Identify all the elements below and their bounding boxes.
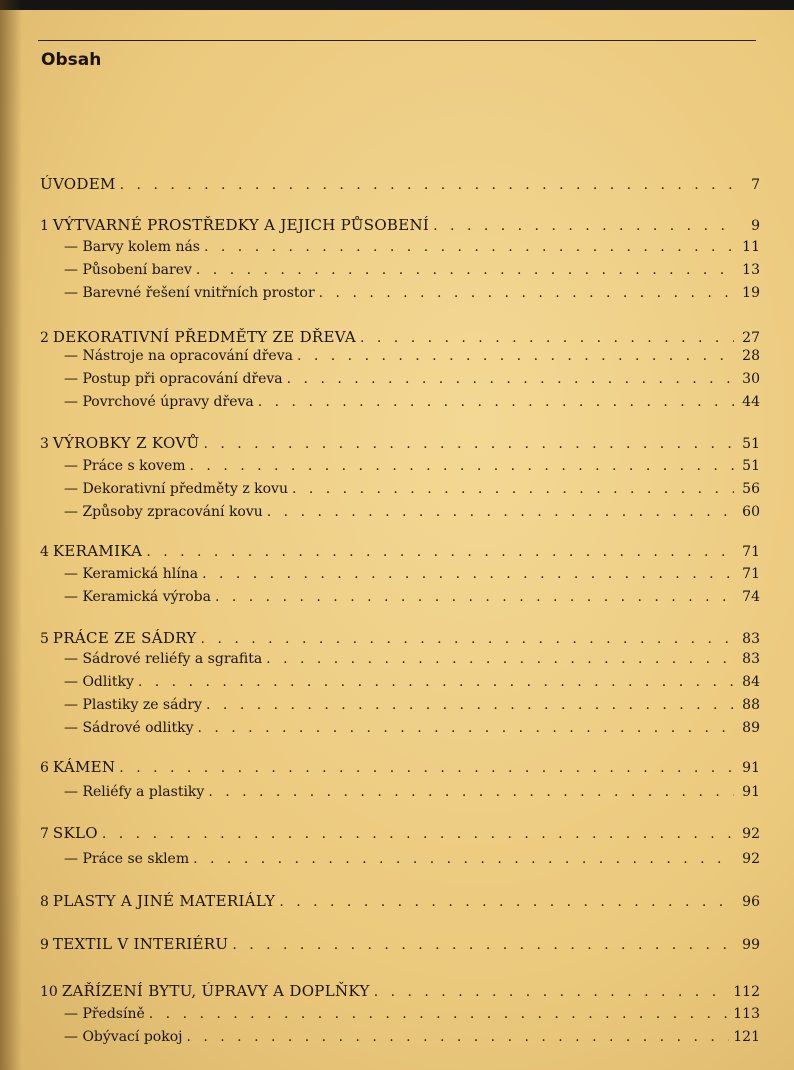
- toc-chapter-label: VÝROBKY Z KOVŮ: [52, 434, 200, 452]
- toc-subentry-page: 11: [742, 239, 760, 255]
- toc-subentry-label: — Plastiky ze sádry: [64, 697, 203, 713]
- toc-leader-dots: [146, 541, 734, 563]
- toc-chapter-number: 3: [40, 436, 49, 452]
- toc-leader-dots: [203, 433, 734, 455]
- toc-subentry-page: 113: [733, 1006, 760, 1022]
- toc-leader-dots: [202, 563, 734, 585]
- toc-leader-dots: [196, 259, 734, 281]
- toc-leader-dots: [279, 891, 734, 913]
- toc-entry-label: ÚVODEM: [40, 175, 116, 193]
- toc-subentry-page: 74: [742, 589, 760, 605]
- toc-subentry[interactable]: [64, 781, 760, 803]
- toc-subentry-label: — Reliéfy a plastiky: [64, 784, 205, 800]
- toc-subentry[interactable]: [64, 1003, 760, 1025]
- toc-chapter-label: SKLO: [52, 824, 98, 842]
- toc-chapter-8[interactable]: [40, 890, 760, 912]
- toc-subentry-page: 83: [742, 651, 760, 667]
- toc-subentry-page: 19: [742, 285, 760, 301]
- toc-leader-dots: [292, 478, 734, 500]
- toc-subentry-page: 51: [742, 458, 760, 474]
- toc-subentry-page: 60: [742, 504, 760, 520]
- toc-subentry[interactable]: [64, 848, 760, 870]
- toc-leader-dots: [186, 1026, 729, 1048]
- toc-subentry-label: — Předsíně: [64, 1006, 145, 1022]
- toc-leader-dots: [138, 671, 734, 693]
- toc-subentry[interactable]: [64, 717, 760, 739]
- toc-leader-dots: [120, 174, 734, 196]
- toc-subentry-label: — Práce se sklem: [64, 851, 190, 867]
- toc-chapter-number: 4: [40, 544, 49, 560]
- toc-subentry-page: 91: [742, 784, 760, 800]
- toc-leader-dots: [201, 628, 734, 650]
- toc-leader-dots: [374, 981, 730, 1003]
- toc-subentry-page: 13: [742, 262, 760, 278]
- toc-subentry-label: — Obývací pokoj: [64, 1029, 183, 1045]
- toc-subentry-page: 121: [733, 1029, 760, 1045]
- toc-subentry-page: 84: [742, 674, 760, 690]
- toc-subentry-label: — Postup při opracování dřeva: [64, 371, 283, 387]
- toc-subentry-page: 71: [742, 566, 760, 582]
- toc-subentry[interactable]: [64, 1026, 760, 1048]
- toc-subentry-label: — Nástroje na opracování dřeva: [64, 348, 293, 364]
- toc-chapter-label: ZAŘÍZENÍ BYTU, ÚPRAVY A DOPLŇKY: [61, 982, 370, 1000]
- toc-chapter-page: 91: [742, 760, 760, 776]
- toc-chapter-label: VÝTVARNÉ PROSTŘEDKY A JEJICH PŮSOBENÍ: [52, 216, 430, 234]
- toc-entry-intro[interactable]: [40, 173, 760, 195]
- toc-subentry[interactable]: [64, 391, 760, 413]
- toc-subentry-label: — Keramická hlína: [64, 566, 199, 582]
- toc-subentry-label: — Keramická výroba: [64, 589, 211, 605]
- toc-chapter-4[interactable]: [40, 540, 760, 562]
- toc-chapter-page: 96: [742, 894, 760, 910]
- toc-subentry-label: — Sádrové odlitky: [64, 720, 194, 736]
- toc-leader-dots: [149, 1003, 729, 1025]
- toc-subentry-label: — Způsoby zpracování kovu: [64, 504, 263, 520]
- toc-subentry-label: — Práce s kovem: [64, 458, 186, 474]
- toc-subentry[interactable]: [64, 563, 760, 585]
- toc-subentry[interactable]: [64, 694, 760, 716]
- toc-subentry-label: — Dekorativní předměty z kovu: [64, 481, 288, 497]
- toc-chapter-1[interactable]: [40, 214, 760, 236]
- toc-entry-page: 7: [751, 177, 760, 193]
- toc-chapter-10[interactable]: [40, 980, 760, 1002]
- toc-chapter-page: 99: [742, 937, 760, 953]
- toc-subentry-label: — Povrchové úpravy dřeva: [64, 394, 254, 410]
- toc-leader-dots: [193, 848, 734, 870]
- toc-chapter-number: 10: [40, 984, 58, 1000]
- toc-leader-dots: [433, 215, 734, 237]
- toc-leader-dots: [206, 694, 734, 716]
- toc-subentry-page: 28: [742, 348, 760, 364]
- toc-subentry-page: 56: [742, 481, 760, 497]
- toc-chapter-3[interactable]: [40, 432, 760, 454]
- toc-subentry[interactable]: [64, 455, 760, 477]
- toc-subentry[interactable]: [64, 671, 760, 693]
- toc-leader-dots: [319, 282, 734, 304]
- toc-chapter-7[interactable]: [40, 822, 760, 844]
- toc-subentry-page: 88: [742, 697, 760, 713]
- toc-chapter-page: 112: [733, 984, 760, 1000]
- toc-chapter-label: KÁMEN: [52, 758, 116, 776]
- toc-subentry-label: — Sádrové reliéfy a sgrafita: [64, 651, 263, 667]
- toc-chapter-number: 5: [40, 631, 49, 647]
- toc-subentry[interactable]: [64, 282, 760, 304]
- toc-leader-dots: [232, 934, 734, 956]
- toc-leader-dots: [267, 501, 734, 523]
- toc-leader-dots: [190, 455, 734, 477]
- toc-subentry[interactable]: [64, 236, 760, 258]
- toc-leader-dots: [197, 717, 734, 739]
- toc-leader-dots: [208, 781, 734, 803]
- toc-chapter-number: 7: [40, 826, 49, 842]
- toc-subentry-label: — Barvy kolem nás: [64, 239, 200, 255]
- toc-subentry-label: — Působení barev: [64, 262, 192, 278]
- toc-subentry[interactable]: [64, 478, 760, 500]
- toc-leader-dots: [258, 391, 734, 413]
- toc-chapter-page: 9: [751, 218, 760, 234]
- toc-chapter-9[interactable]: [40, 933, 760, 955]
- toc-subentry[interactable]: [64, 345, 760, 367]
- toc-subentry-label: — Odlitky: [64, 674, 134, 690]
- toc-subentry[interactable]: [64, 586, 760, 608]
- toc-subentry[interactable]: [64, 648, 760, 670]
- toc-subentry-page: 89: [742, 720, 760, 736]
- toc-chapter-label: PRÁCE ZE SÁDRY: [52, 629, 197, 647]
- toc-leader-dots: [204, 236, 734, 258]
- toc-subentry-page: 44: [742, 394, 760, 410]
- toc-subentry-label: — Barevné řešení vnitřních prostor: [64, 285, 315, 301]
- toc-leader-dots: [266, 648, 734, 670]
- toc-chapter-page: 51: [742, 436, 760, 452]
- toc-chapter-label: KERAMIKA: [52, 542, 143, 560]
- toc-leader-dots: [119, 757, 734, 779]
- toc-subentry[interactable]: [64, 501, 760, 523]
- toc-leader-dots: [297, 345, 734, 367]
- toc-chapter-page: 92: [742, 826, 760, 842]
- toc-chapter-label: PLASTY A JINÉ MATERIÁLY: [52, 892, 276, 910]
- toc-chapter-number: 1: [40, 218, 49, 234]
- toc-subentry[interactable]: [64, 368, 760, 390]
- toc-chapter-page: 83: [742, 631, 760, 647]
- toc-chapter-page: 27: [742, 330, 760, 346]
- toc-chapter-6[interactable]: [40, 756, 760, 778]
- toc-subentry-page: 30: [742, 371, 760, 387]
- toc-chapter-number: 8: [40, 894, 49, 910]
- page-title: Obsah: [41, 50, 102, 70]
- toc-chapter-label: DEKORATIVNÍ PŘEDMĚTY ZE DŘEVA: [52, 328, 356, 346]
- toc-chapter-number: 2: [40, 330, 49, 346]
- toc-leader-dots: [287, 368, 734, 390]
- toc-subentry-page: 92: [742, 851, 760, 867]
- toc-chapter-number: 6: [40, 760, 49, 776]
- toc-chapter-label: TEXTIL V INTERIÉRU: [52, 935, 229, 953]
- toc-leader-dots: [215, 586, 734, 608]
- toc-chapter-number: 9: [40, 937, 49, 953]
- toc-chapter-5[interactable]: [40, 627, 760, 649]
- toc-leader-dots: [102, 823, 734, 845]
- toc-subentry[interactable]: [64, 259, 760, 281]
- toc-chapter-page: 71: [742, 544, 760, 560]
